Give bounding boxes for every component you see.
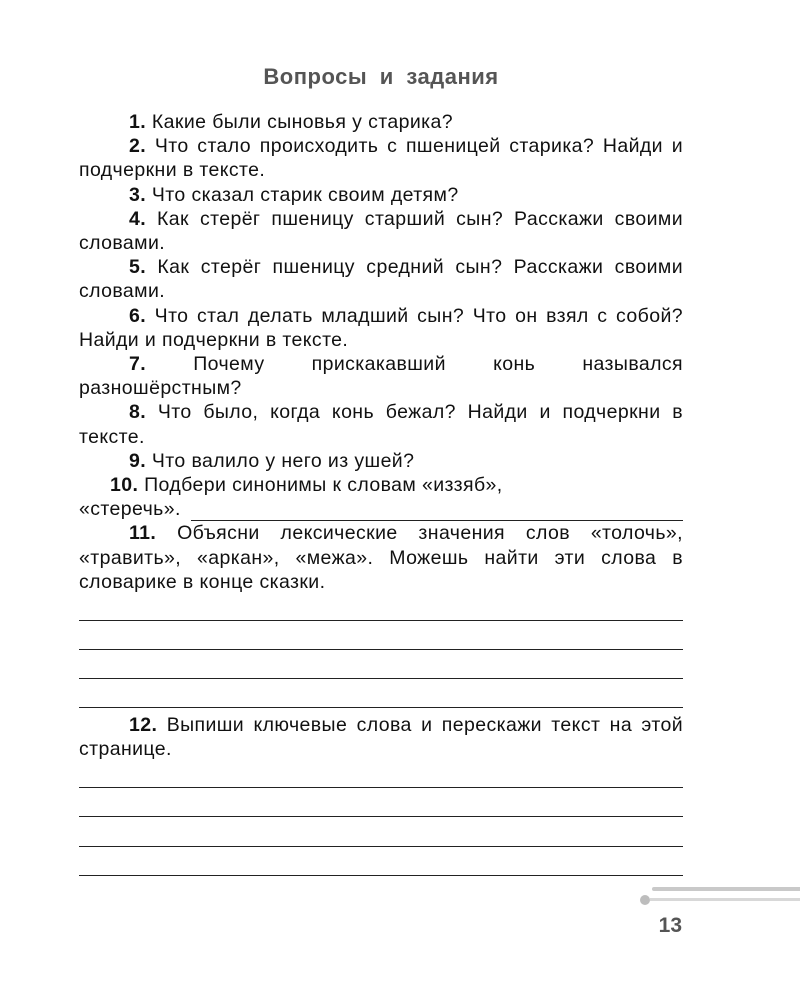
question-text: Объясни лексические значения слов «толочь», «травить», «аркан», «межа». Можешь найти эти слова в словарике в конце сказки.: [79, 522, 683, 593]
question-7: [79, 352, 683, 400]
question-text: Как стерёг пшеницу средний сын? Расскажи своими словами.: [79, 256, 683, 303]
question-number: 7.: [129, 353, 147, 376]
question-9: [79, 449, 683, 473]
question-number: 6.: [129, 304, 147, 327]
page-number: 13: [658, 914, 682, 937]
answer-line[interactable]: [79, 649, 683, 650]
question-number: 9.: [129, 449, 147, 472]
question-text: Выпиши ключевые слова и перескажи текст на этой странице.: [79, 714, 684, 761]
question-1: [79, 110, 683, 134]
question-number: 2.: [129, 135, 147, 158]
question-number: 4.: [129, 207, 147, 230]
question-6: [79, 304, 683, 352]
question-number: 11.: [129, 522, 157, 545]
answer-line[interactable]: [191, 504, 683, 521]
question-text: Какие были сыновья у старика?: [151, 111, 454, 133]
question-2: [79, 134, 683, 182]
answer-line[interactable]: [79, 707, 683, 708]
answer-line[interactable]: [79, 620, 683, 621]
question-number: 8.: [129, 401, 147, 424]
question-number: 5.: [129, 256, 147, 279]
decorative-dot: [640, 895, 650, 905]
question-number: 3.: [129, 183, 147, 206]
question-number: 10.: [110, 474, 139, 497]
section-title: Вопросы и задания: [263, 64, 499, 89]
answer-line[interactable]: [79, 678, 683, 679]
answer-line[interactable]: [79, 787, 683, 788]
question-3: [79, 183, 683, 207]
question-text: Как стерёг пшеницу старший сын? Расскажи своими словами.: [79, 207, 683, 255]
question-8: [79, 400, 683, 448]
answer-line[interactable]: [79, 816, 683, 817]
question-text: Почему прискакавший конь назывался разношёрстным?: [79, 353, 683, 400]
question-10: [79, 473, 683, 521]
question-text: Что сказал старик своим детям?: [151, 183, 459, 206]
question-text-tail: «стеречь».: [79, 498, 181, 521]
question-text: Подбери синонимы к словам «иззяб»,: [144, 474, 503, 497]
question-text: Что валило у него из ушей?: [151, 449, 415, 472]
questions-list: [79, 110, 683, 594]
question-5: [79, 255, 683, 303]
question-number: 1.: [129, 111, 147, 133]
answer-line[interactable]: [79, 846, 683, 847]
question-11: [79, 521, 683, 594]
question-text: Что было, когда конь бежал? Найди и подчеркни в тексте.: [79, 401, 683, 448]
decorative-line: [652, 887, 800, 891]
decorative-line: [650, 898, 800, 901]
question-number: 12.: [129, 714, 158, 736]
answer-line[interactable]: [79, 875, 683, 876]
question-text: Что стал делать младший сын? Что он взял с собой? Найди и подчеркни в тексте.: [79, 304, 683, 351]
question-12: [79, 713, 683, 761]
question-4: [79, 207, 683, 255]
question-text: Что стало происходить с пшеницей старика? Найди и подчеркни в тексте.: [79, 135, 683, 182]
